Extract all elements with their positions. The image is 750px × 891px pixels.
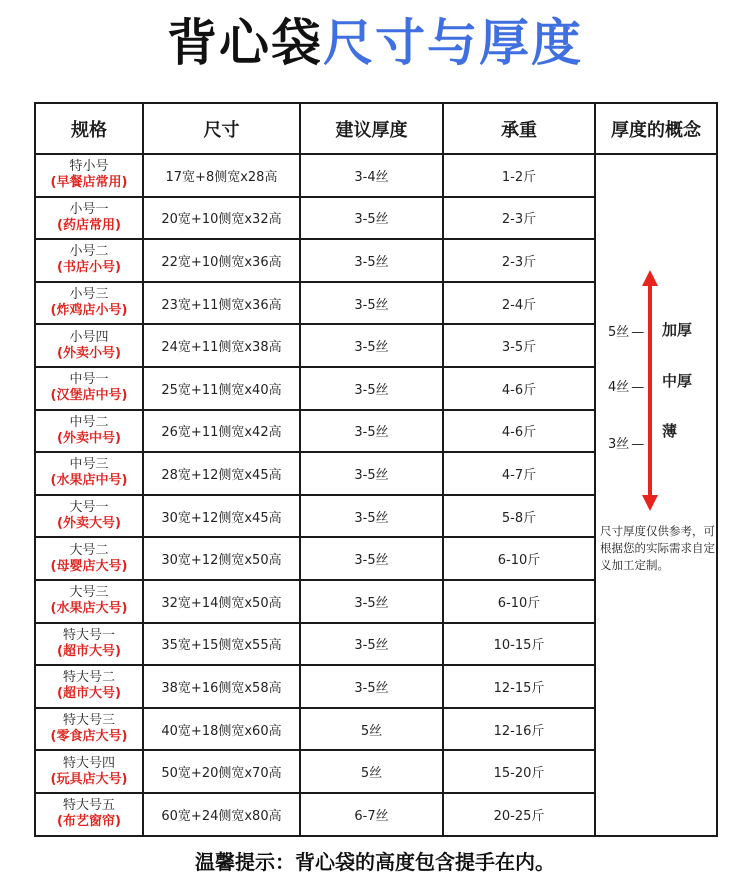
spec-name: 特大号一 [62, 627, 115, 643]
reference-note: 尺寸厚度仅供参考，可根据您的实际需求自定义加工定制。 [600, 524, 715, 572]
size-cell: 32宽+14侧宽x50高 [143, 580, 300, 623]
tick-dash: — [631, 325, 645, 340]
header-concept: 厚度的概念 [595, 103, 717, 154]
spec-cell [35, 537, 143, 580]
thickness-cell: 3-5丝 [300, 495, 443, 538]
thickness-cell: 3-5丝 [300, 239, 443, 282]
load-cell: 12-16斤 [443, 708, 595, 751]
spec-name: 中号三 [69, 457, 109, 473]
spec-use: (早餐店常用) [50, 175, 128, 191]
spec-name: 大号一 [69, 500, 109, 516]
size-cell: 22宽+10侧宽x36高 [143, 239, 300, 282]
thickness-concept-cell [595, 154, 717, 836]
title-part1: 背心袋 [167, 14, 323, 72]
spec-use: (母婴店大号) [50, 558, 128, 574]
title-part2: 尺寸与厚度 [323, 14, 583, 72]
spec-cell [35, 410, 143, 453]
spec-use: (外卖中号) [57, 430, 121, 446]
size-cell: 24宽+11侧宽x38高 [143, 324, 300, 367]
spec-cell [35, 452, 143, 495]
load-cell: 4-6斤 [443, 410, 595, 453]
spec-name: 大号二 [69, 542, 109, 558]
spec-cell [35, 239, 143, 282]
spec-use: (水果店大号) [50, 601, 128, 617]
header-size: 尺寸 [143, 103, 300, 154]
spec-use: (书店小号) [57, 260, 121, 276]
spec-cell [35, 282, 143, 325]
table-header-row [35, 103, 717, 154]
spec-name: 小号四 [69, 329, 109, 345]
level-label: 薄 [662, 422, 678, 440]
thickness-cell: 3-5丝 [300, 452, 443, 495]
tick-dash: — [631, 437, 645, 452]
size-cell: 25宽+11侧宽x40高 [143, 367, 300, 410]
thickness-cell: 5丝 [300, 750, 443, 793]
spec-cell [35, 367, 143, 410]
spec-cell [35, 495, 143, 538]
load-cell: 15-20斤 [443, 750, 595, 793]
load-cell: 4-6斤 [443, 367, 595, 410]
spec-name: 特大号二 [62, 670, 115, 686]
level-label: 中厚 [662, 372, 693, 390]
spec-use: (外卖大号) [57, 516, 121, 532]
size-cell: 60宽+24侧宽x80高 [143, 793, 300, 836]
spec-name: 特小号 [69, 159, 109, 175]
size-cell: 35宽+15侧宽x55高 [143, 623, 300, 666]
page-title [0, 8, 750, 78]
spec-use: (水果店中号) [50, 473, 128, 489]
load-cell: 2-3斤 [443, 197, 595, 240]
load-cell: 3-5斤 [443, 324, 595, 367]
spec-use: (零食店大号) [50, 729, 128, 745]
size-cell: 40宽+18侧宽x60高 [143, 708, 300, 751]
spec-use: (外卖小号) [57, 345, 121, 361]
arrow-down-icon [642, 495, 658, 511]
thickness-cell: 3-5丝 [300, 537, 443, 580]
spec-use: (布艺窗帘) [57, 814, 121, 830]
table-row [35, 154, 717, 197]
spec-use: (超市大号) [57, 686, 121, 702]
spec-name: 中号一 [69, 372, 109, 388]
tick-label: 4丝 — [608, 380, 645, 395]
header-thickness: 建议厚度 [300, 103, 443, 154]
header-spec: 规格 [35, 103, 143, 154]
load-cell: 4-7斤 [443, 452, 595, 495]
spec-table [34, 102, 718, 837]
spec-name: 特大号三 [62, 713, 115, 729]
spec-use: (玩具店大号) [50, 771, 128, 787]
size-cell: 30宽+12侧宽x45高 [143, 495, 300, 538]
tick-label: 3丝 — [608, 437, 645, 452]
spec-cell [35, 665, 143, 708]
spec-use: (药店常用) [57, 217, 121, 233]
spec-name: 特大号五 [62, 798, 115, 814]
level-label: 加厚 [662, 321, 693, 339]
spec-cell [35, 623, 143, 666]
spec-use: (超市大号) [57, 643, 121, 659]
size-cell: 23宽+11侧宽x36高 [143, 282, 300, 325]
size-cell: 38宽+16侧宽x58高 [143, 665, 300, 708]
spec-use: (炸鸡店小号) [50, 303, 128, 319]
thickness-cell: 3-5丝 [300, 623, 443, 666]
spec-name: 小号三 [69, 287, 109, 303]
load-cell: 2-3斤 [443, 239, 595, 282]
spec-cell [35, 793, 143, 836]
spec-name: 大号三 [69, 585, 109, 601]
tick-dash: — [631, 380, 645, 395]
load-cell: 2-4斤 [443, 282, 595, 325]
thickness-cell: 3-5丝 [300, 367, 443, 410]
spec-cell [35, 580, 143, 623]
size-cell: 26宽+11侧宽x42高 [143, 410, 300, 453]
load-cell: 5-8斤 [443, 495, 595, 538]
size-cell: 17宽+8侧宽x28高 [143, 154, 300, 197]
size-cell: 30宽+12侧宽x50高 [143, 537, 300, 580]
table-body [35, 154, 717, 836]
spec-cell [35, 197, 143, 240]
load-cell: 6-10斤 [443, 537, 595, 580]
thickness-cell: 3-5丝 [300, 580, 443, 623]
spec-name: 小号二 [69, 244, 109, 260]
tick-label: 5丝 — [608, 325, 645, 340]
spec-cell [35, 324, 143, 367]
footer-tip: 温馨提示：背心袋的高度包含提手在内。 [195, 850, 555, 874]
spec-name: 中号二 [69, 414, 109, 430]
thickness-cell: 3-5丝 [300, 324, 443, 367]
thickness-cell: 3-5丝 [300, 410, 443, 453]
load-cell: 12-15斤 [443, 665, 595, 708]
header-load: 承重 [443, 103, 595, 154]
load-cell: 1-2斤 [443, 154, 595, 197]
spec-name: 小号一 [69, 201, 109, 217]
thickness-arrow [648, 283, 652, 499]
spec-cell [35, 708, 143, 751]
load-cell: 6-10斤 [443, 580, 595, 623]
spec-use: (汉堡店中号) [50, 388, 128, 404]
thickness-cell: 3-5丝 [300, 282, 443, 325]
thickness-cell: 5丝 [300, 708, 443, 751]
load-cell: 10-15斤 [443, 623, 595, 666]
spec-cell [35, 154, 143, 197]
size-cell: 20宽+10侧宽x32高 [143, 197, 300, 240]
thickness-cell: 3-5丝 [300, 665, 443, 708]
spec-cell [35, 750, 143, 793]
size-cell: 50宽+20侧宽x70高 [143, 750, 300, 793]
thickness-cell: 3-4丝 [300, 154, 443, 197]
load-cell: 20-25斤 [443, 793, 595, 836]
spec-name: 特大号四 [62, 755, 115, 771]
size-cell: 28宽+12侧宽x45高 [143, 452, 300, 495]
thickness-cell: 3-5丝 [300, 197, 443, 240]
thickness-cell: 6-7丝 [300, 793, 443, 836]
